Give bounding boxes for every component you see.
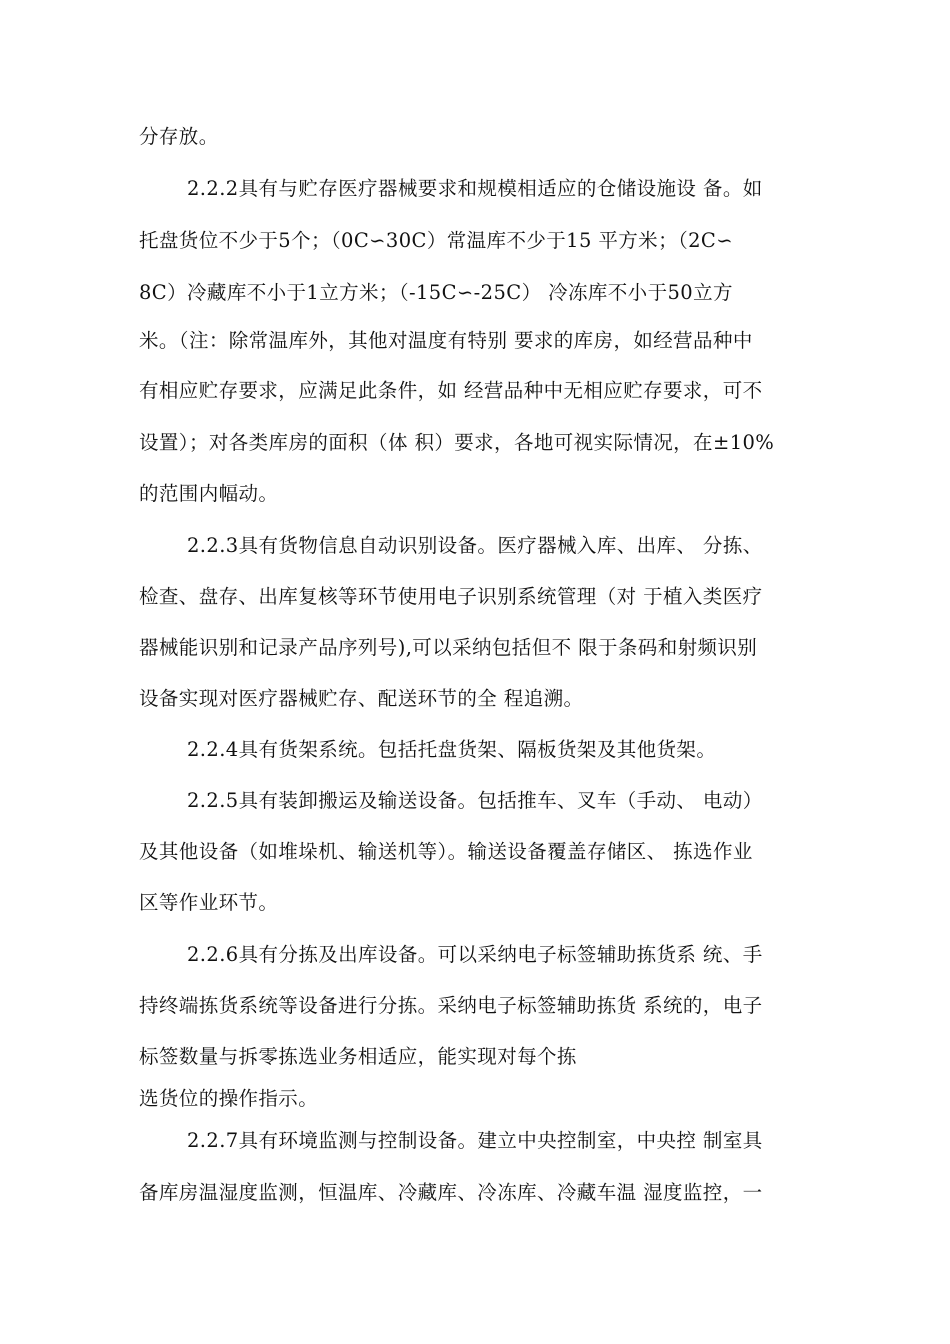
paragraph-2-2-2-first-line: 2.2.2具有与贮存医疗器械要求和规模相适应的仓储设施设 备。如	[187, 177, 763, 200]
text-line: 备库房温湿度监测，恒温库、冷藏库、冷冻库、冷藏车温 湿度监控，一	[139, 1181, 763, 1204]
text-line: 托盘货位不少于5个；（0C∽30C）常温库不少于15 平方米；（2C∽	[139, 229, 733, 252]
text-line: 有相应贮存要求，应满足此条件，如 经营品种中无相应贮存要求，可不	[139, 379, 763, 402]
text-line: 设备实现对医疗器械贮存、配送环节的全 程追溯。	[139, 687, 584, 710]
text-line: 器械能识别和记录产品序列号),可以采纳包括但不 限于条码和射频识别	[139, 636, 758, 659]
text-line: 标签数量与拆零拣选业务相适应，能实现对每个拣	[139, 1045, 577, 1068]
text-line: 及其他设备（如堆垛机、输送机等）。输送设备覆盖存储区、 拣选作业	[139, 840, 753, 863]
paragraph-2-2-7-first-line: 2.2.7具有环境监测与控制设备。建立中央控制室，中央控 制室具	[187, 1129, 763, 1152]
paragraph-2-2-5-first-line: 2.2.5具有装卸搬运及输送设备。包括推车、叉车（手动、 电动）	[187, 789, 763, 812]
paragraph-2-2-3-first-line: 2.2.3具有货物信息自动识别设备。医疗器械入库、出库、 分拣、	[187, 534, 763, 557]
text-line: 米。（注：除常温库外，其他对温度有特别 要求的库房，如经营品种中	[139, 329, 753, 352]
paragraph-2-2-4-line: 2.2.4具有货架系统。包括托盘货架、隔板货架及其他货架。	[187, 738, 717, 761]
paragraph-2-2-6-first-line: 2.2.6具有分拣及出库设备。可以采纳电子标签辅助拣货系 统、手	[187, 943, 763, 966]
text-line: 检查、盘存、出库复核等环节使用电子识别系统管理（对 于植入类医疗	[139, 585, 763, 608]
text-line: 选货位的操作指示。	[139, 1087, 319, 1110]
text-line: 持终端拣货系统等设备进行分拣。采纳电子标签辅助拣货 系统的，电子	[139, 994, 763, 1017]
text-line: 分存放。	[139, 125, 219, 148]
text-line: 8C）冷藏库不小于1立方米；（-15C∽-25C） 冷冻库不小于50立方	[139, 281, 733, 304]
text-line: 设置）；对各类库房的面积（体 积）要求，各地可视实际情况，在±10%	[139, 431, 775, 454]
text-line: 区等作业环节。	[139, 891, 279, 914]
text-line: 的范围内幅动。	[139, 482, 279, 505]
